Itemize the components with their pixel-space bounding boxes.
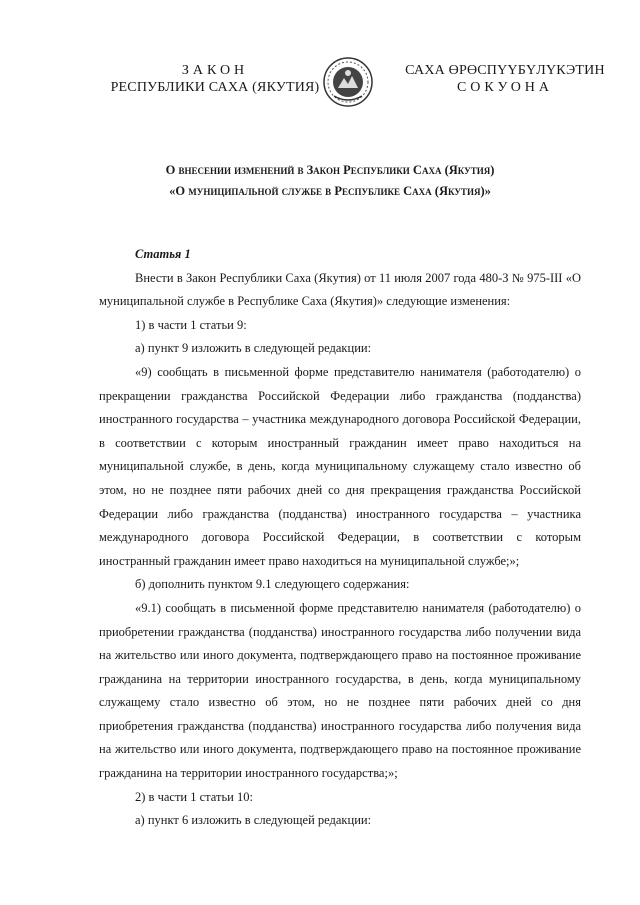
paragraph-item-2: 2) в части 1 статьи 10:: [135, 789, 253, 804]
header-left: [110, 62, 320, 96]
republic-name-sakha: САХА ӨРӨСПҮҮБҮЛҮКЭТИН: [405, 63, 605, 78]
title-line-1: О внесении изменений в Закон Республики Саха (Якутия): [165, 163, 495, 177]
paragraph-item-1: 1) в части 1 статьи 9:: [135, 317, 247, 332]
paragraph-subitem-b: б) дополнить пунктом 9.1 следующего содержания:: [135, 577, 410, 592]
paragraph-point-9-1: «9.1) сообщать в письменной форме представителю нанимателя (работодателю) о приобретении гражданства (подданства) иностранного государства либо получении вида на жительство или иного документа, подтверждающего право на постоянное проживание гражданина на территории иностранного государства, в день, когда муниципальному служащему стало известно об этом, но не позднее пяти рабочих дней со дня приобретения гражданства (подданства) иностранного государства либо получения вида на жительство или иного документа, подтверждающего право на постоянное проживание гражданина на территории иностранного государства;»;: [99, 600, 581, 781]
law-label: ЗАКОН: [181, 63, 249, 78]
document-title: [90, 160, 570, 202]
paragraph-point-9: «9) сообщать в письменной форме представителю нанимателя (работодателю) о прекращении гражданства Российской Федерации либо гражданства (подданства) иностранного государства – участника международного договора Российской Федерации, в соответствии с которым иностранный гражданин имеет право находиться на муниципальной службе, в день, когда муниципальному служащему стало известно об этом, но не позднее пяти рабочих дней со дня прекращения гражданства Российской Федерации либо гражданства (подданства) иностранного государства – участника международного договора Российской Федерации, в соответствии с которым иностранный гражданин имеет право находиться на муниципальной службе;»;: [99, 364, 581, 568]
document-body: [99, 243, 581, 833]
paragraph-intro: Внести в Закон Республики Саха (Якутия) от 11 июля 2007 года 480-З № 975-III «О муниципальной службе в Республике Саха (Якутия)» следующие изменения:: [99, 270, 581, 309]
coat-of-arms-emblem-icon: [322, 56, 374, 108]
paragraph-subitem-a: а) пункт 9 изложить в следующей редакции:: [135, 341, 372, 356]
law-label-sakha: СОКУОНА: [456, 80, 554, 95]
republic-name: РЕСПУБЛИКИ САХА (ЯКУТИЯ): [110, 80, 320, 95]
paragraph-subitem-a-2: а) пункт 6 изложить в следующей редакции:: [135, 813, 372, 828]
title-line-2: «О муниципальной службе в Республике Саха (Якутия)»: [169, 184, 491, 198]
header-right: [405, 62, 605, 96]
document-header: [0, 56, 640, 116]
article-heading: Статья 1: [135, 247, 191, 261]
